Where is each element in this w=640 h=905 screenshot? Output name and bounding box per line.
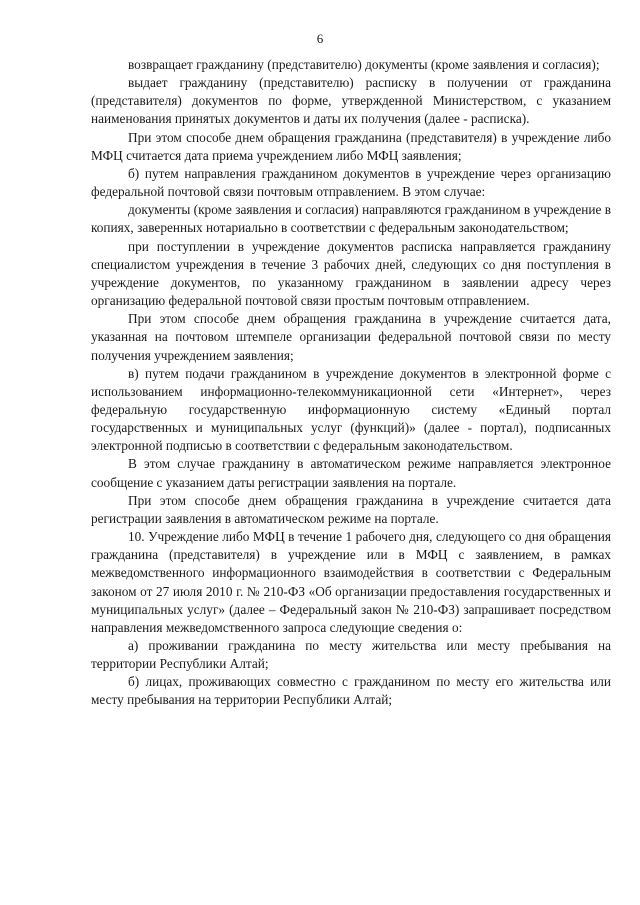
paragraph-date-of-request-postal: При этом способе днем обращения гражданина в учреждение считается дата, указанная на почтовом штемпеле организации федеральной почтовой связи по месту получения учреждением заявления; [91, 311, 611, 363]
paragraph-issue-receipt: выдает гражданину (представителю) расписку в получении от гражданина (представителя) документов по форме, утвержденной Министерством, с указанием наименования принятых документов и даты их получения (далее - расписка). [91, 75, 611, 127]
paragraph-notarized-copies: документы (кроме заявления и согласия) направляются гражданином в учреждение в копиях, заверенных нотариально в соответствии с федеральным законодательством; [91, 202, 611, 236]
paragraph-postal-method: б) путем направления гражданином документов в учреждение через организацию федеральной почтовой связи почтовым отправлением. В этом случае: [91, 165, 611, 200]
paragraph-automatic-notification: В этом случае гражданину в автоматическом режиме направляется электронное сообщение с указанием даты регистрации заявления на портале. [91, 456, 611, 490]
paragraph-item-10a: а) проживании гражданина по месту жительства или месту пребывания на территории Республики Алтай; [91, 638, 611, 672]
document-body [91, 56, 611, 710]
paragraph-item-10b: б) лицах, проживающих совместно с гражданином по месту его жительства или месту пребывания на территории Республики Алтай; [91, 674, 611, 708]
page-number: 6 [316, 31, 324, 46]
paragraph-postal-receipt: при поступлении в учреждение документов расписка направляется гражданину специалистом учреждения в течение 3 рабочих дней, следующих со дня поступления в учреждение документов, по указанному гражданином в заявлении адресу через организацию федеральной почтовой связи простым почтовым отправлением. [91, 238, 611, 309]
paragraph-date-of-request-electronic: При этом способе днем обращения гражданина в учреждение считается дата регистрации заявления в автоматическом режиме на портале. [91, 492, 611, 526]
paragraph-date-of-request-in-person: При этом способе днем обращения гражданина (представителя) в учреждение либо МФЦ считается дата приема учреждением либо МФЦ заявления; [91, 129, 611, 163]
paragraph-return-documents: возвращает гражданину (представителю) документы (кроме заявления и согласия); [128, 57, 600, 72]
paragraph-electronic-method: в) путем подачи гражданином в учреждение документов в электронной форме с использованием информационно-телекоммуникационной сети «Интернет», через федеральную государственную информационную систему «Единый портал государственных и муниципальных услуг (функций)» (далее - портал), подписанных электронной подписью в соответствии с федеральным законодательством. [91, 365, 611, 454]
paragraph-item-10: 10. Учреждение либо МФЦ в течение 1 рабочего дня, следующего со дня обращения гражданина (представителя) в учреждение или в МФЦ с заявлением, в рамках межведомственного информационного взаимодействия в соответствии с Федеральным законом от 27 июля 2010 г. № 210-ФЗ «Об организации предоставления государственных и муниципальных услуг» (далее – Федеральный закон № 210-ФЗ) запрашивает посредством направления межведомственного запроса следующие сведения о: [91, 529, 611, 635]
